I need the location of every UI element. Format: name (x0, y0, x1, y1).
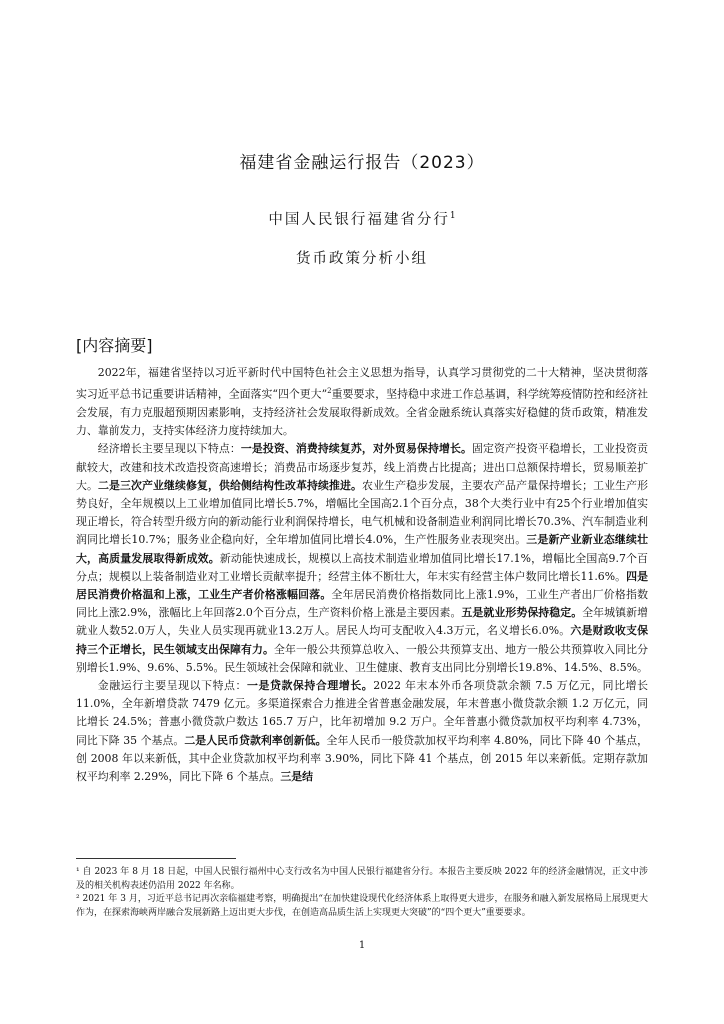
bold-point: 四是居民消费价格温和上涨，工业生产者价格涨幅回落。 (76, 569, 648, 602)
bold-point: 五是就业形势保持稳定。 (461, 606, 583, 620)
footnote-divider (76, 858, 236, 859)
paragraph-finance (76, 677, 648, 786)
paragraph-text: 农业生产稳步发展，主要农产品产量保持增长；工业生产形势良好，全年规模以上工业增加值同比增长5.7%，增幅比全国高2.1个百分点，38个大类行业中有25个行业增加值实现正增长，符合转型升级方向的新动能行业利润保持增长，电气机械和设备制造业利润同比增长70.3%、汽车制造业利润同比增长10.7%；服务业企稳向好，全年增加值同比增长4.0%，生产性服务业表现突出。 (76, 478, 648, 547)
paragraph-text: 2022 年末本外币各项贷款余额 7.5 万亿元，同比增长 11.0%，全年新增贷款 7479 亿元。多渠道探索合力推进全省普惠金融发展，年末普惠小微贷款余额 1.2 万亿元，同比增长 24.5%；普惠小微贷款户数达 165.7 万户，比年初增加 9.2 万户。全年普惠小微贷款加权平均利率 4.73%，同比下降 35 个基点。 (76, 679, 648, 747)
paragraph-text: 全年城镇新增就业人数52.0万人，失业人员实现再就业13.2万人。居民人均可支配收入4.3万元，名义增长6.0%。 (76, 606, 648, 638)
footnote-2: ² 2021 年 3 月，习近平总书记再次亲临福建考察，明确提出“在加快建设现代化经济体系上取得更大进步，在服务和融入新发展格局上展现更大作为，在探索海峡两岸融合发展新路上迈出更大步伐，在创造高品质生活上实现更大突破”的“四个更大”重要要求。 (76, 894, 648, 918)
paragraph-economy (76, 440, 648, 677)
section-heading: [内容摘要] (76, 336, 153, 355)
paragraph-overview (76, 364, 648, 440)
paragraph-text: 全年人民币一般贷款加权平均利率 4.80%，同比下降 40 个基点，创 2008 年以来新低，其中企业贷款加权平均利率 3.90%，同比下降 41 个基点，创 2015 年以来新低。定期存款加权平均利率 2.29%，同比下降 6 个基点。 (76, 733, 648, 784)
paragraph-text: 固定资产投资平稳增长，工业投资贡献较大，改建和技术改造投资高速增长；消费品市场逐步复苏，线上消费占比提高；进出口总额保持增长，贸易顺差扩大。 (76, 442, 648, 492)
author-group: 货币政策分析小组 (296, 251, 428, 267)
page-number: 1 (358, 940, 366, 951)
paragraph-text: 全年一般公共预算总收入、一般公共预算支出、地方一般公共预算收入同比分别增长1.9%、9.6%、5.5%。民生领域社会保障和就业、卫生健康、教育支出同比分别增长19.8%、14.5%、8.5%。 (76, 642, 648, 674)
footnote-mark: 2 (327, 387, 332, 396)
report-title: 福建省金融运行报告（2023） (239, 153, 485, 173)
footnote-mark: 1 (449, 211, 456, 222)
paragraph-text: 重要要求，坚持稳中求进工作总基调，科学统筹疫情防控和经济社会发展，有力克服超预期因素影响，支持经济社会发展取得新成效。全省金融系统认真落实好稳健的货币政策，精准发力、靠前发力，支持实体经济力度持续加大。 (76, 387, 648, 438)
bold-point: 三是结 (280, 770, 314, 784)
bold-point: 一是贷款保持合理增长。 (247, 679, 374, 693)
footnote-1: ¹ 自 2023 年 8 月 18 日起，中国人民银行福州中心支行改名为中国人民银行福建省分行。本报告主要反映 2022 年的经济金融情况，正文中涉及的相关机构表述仍沿用 2022 年名称。 (76, 867, 648, 891)
paragraph-text: 新动能快速成长，规模以上高技术制造业增加值同比增长17.1%，增幅比全国高9.7个百分点；规模以上装备制造业对工业增长贡献率提升；经营主体不断壮大，年末实有经营主体户数同比增长11.6%。 (76, 551, 648, 583)
bold-point: 一是投资、消费持续复苏，对外贸易保持增长。 (240, 442, 472, 456)
bold-point: 六是财政收支保持三个正增长，民生领域支出保障有力。 (76, 624, 648, 656)
bold-point: 三是新产业新业态继续壮大，高质量发展取得新成效。 (76, 533, 648, 565)
paragraph-text: 全年居民消费价格指数同比上涨1.9%，工业生产者出厂价格指数同比上涨2.9%，涨幅比上年回落2.0个百分点，生产资料价格上涨是主要因素。 (76, 588, 648, 620)
abstract-body (76, 364, 648, 786)
bold-point: 二是人民币贷款利率创新低。 (184, 733, 327, 747)
paragraph-text: 经济增长主要呈现以下特点： (97, 442, 241, 456)
author-organization (0, 208, 724, 229)
organization-name: 中国人民银行福建省分行 (268, 212, 450, 228)
paragraph-text: 2022年，福建省坚持以习近平新时代中国特色社会主义思想为指导，认真学习贯彻党的二十大精神，坚决贯彻落实习近平总书记重要讲话精神，全面落实“四个更大” (76, 366, 648, 401)
paragraph-text: 金融运行主要呈现以下特点： (97, 679, 248, 693)
footnotes (76, 866, 648, 920)
bold-point: 二是三次产业继续修复，供给侧结构性改革持续推进。 (98, 478, 363, 492)
